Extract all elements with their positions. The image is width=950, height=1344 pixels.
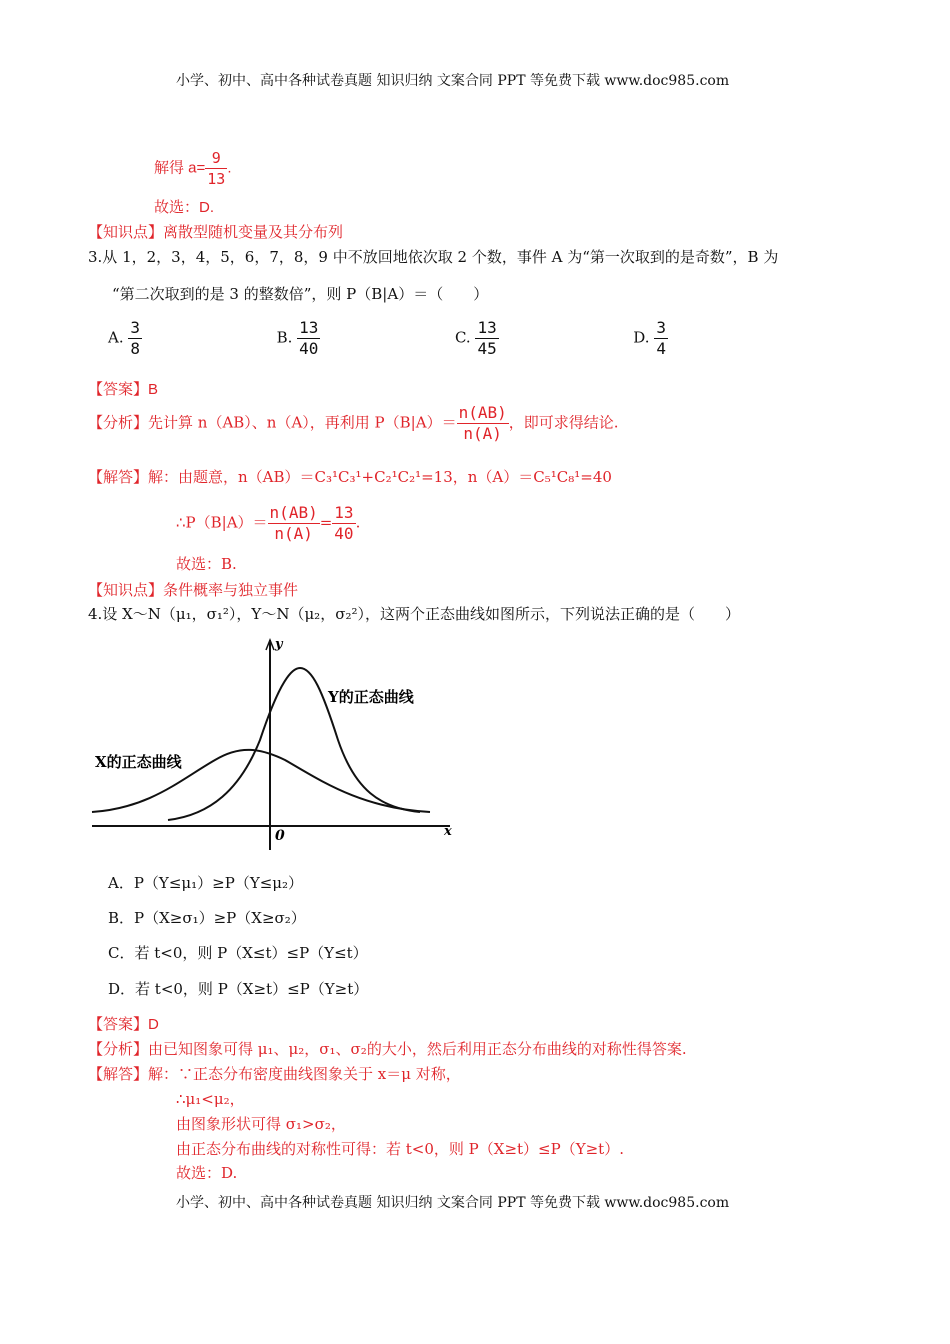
solution-line: 由正态分布曲线的对称性可得：若 t<0，则 P（X≥t）≤P（Y≥t）. (176, 1140, 624, 1158)
num: n(AB) (458, 403, 507, 422)
solution-line: 解：由题意，n（AB）＝C₃¹C₃¹+C₂¹C₂¹=13，n（A）＝C₅¹C₈¹=40 (148, 468, 612, 486)
den: 4 (656, 339, 666, 358)
answer-value: B (148, 381, 159, 398)
x-axis-label: x (444, 824, 452, 839)
q4-stem: 4.设 X～N（μ₁，σ₁²），Y～N（μ₂，σ₂²），这两个正态曲线如图所示，下列说法正确的是（ ） (88, 605, 740, 623)
q4-option-d: D．若 t<0，则 P（X≥t）≤P（Y≥t） (108, 980, 369, 998)
answer-value: D (148, 1016, 159, 1033)
option-label: B. (276, 328, 293, 347)
num: 13 (334, 503, 354, 522)
q3-stem-line2: “第二次取到的是 3 的整数倍”，则 P（B|A）＝（ ） (112, 285, 489, 303)
page-header: 小学、初中、高中各种试卷真题 知识归纳 文案合同 PPT 等免费下载 www.doc985.com (176, 73, 730, 89)
num: 13 (299, 318, 319, 337)
page-footer: 小学、初中、高中各种试卷真题 知识归纳 文案合同 PPT 等免费下载 www.doc985.com (176, 1195, 730, 1211)
num: 13 (477, 318, 497, 337)
den: n(A) (463, 424, 502, 443)
analysis-text: 由已知图象可得 μ₁、μ₂，σ₁、σ₂的大小，然后利用正态分布曲线的对称性得答案. (148, 1040, 687, 1058)
analysis-end: ，即可求得结论. (508, 413, 619, 432)
solution-line: 解：∵正态分布密度曲线图象关于 x＝μ 对称， (148, 1065, 461, 1083)
y-axis-label: y (275, 637, 283, 652)
option-label: D. (633, 328, 650, 347)
den: 40 (299, 339, 319, 358)
a-denominator: 13 (207, 170, 226, 188)
solution-line: ∴μ₁<μ₂， (176, 1090, 245, 1108)
solution-tag: 【解答】 (88, 468, 149, 486)
x-curve-label: X的正态曲线 (95, 753, 182, 771)
num: n(AB) (269, 503, 318, 522)
solve-text: 解得 a= (154, 159, 206, 177)
q2-solve: 解得 a= $\frac{9}{13}$ . (154, 149, 232, 188)
den: 8 (130, 339, 141, 358)
answer-tag: 【答案】 (88, 380, 149, 398)
solution-tag: 【解答】 (88, 1065, 149, 1083)
kp-tag: 【知识点】 (88, 581, 164, 599)
eq: = (319, 513, 333, 532)
analysis-tag: 【分析】 (88, 413, 149, 432)
q4-option-c: C．若 t<0，则 P（X≤t）≤P（Y≤t） (108, 944, 368, 962)
num: 3 (130, 318, 141, 337)
solution-line: 由图象形状可得 σ₁>σ₂， (176, 1115, 346, 1133)
den: 40 (334, 524, 354, 543)
num: 3 (656, 318, 666, 337)
q4-answer (88, 1013, 159, 1034)
q4-option-a: A．P（Y≤μ₁）≥P（Y≤μ₂） (108, 874, 304, 892)
kp-tag: 【知识点】 (88, 223, 164, 241)
q4-solution (88, 1063, 461, 1084)
q3-choose: 故选：B. (176, 555, 237, 573)
end: . (355, 513, 361, 532)
a-numerator: 9 (205, 148, 227, 169)
answer-tag: 【答案】 (88, 1015, 149, 1033)
den: 45 (477, 339, 497, 358)
kp-text: 离散型随机变量及其分布列 (163, 223, 344, 241)
option-label: A. (108, 328, 124, 347)
q4-analysis (88, 1038, 687, 1059)
analysis-tag: 【分析】 (88, 1040, 149, 1058)
y-curve-label: Y的正态曲线 (328, 688, 414, 706)
result-pre: ∴P（B|A）＝ (176, 513, 268, 532)
option-label: C. (454, 328, 471, 347)
den: n(A) (274, 524, 313, 543)
q2-choose: 故选：D. (154, 199, 215, 216)
q4-choose: 故选：D. (176, 1164, 238, 1182)
q4-option-b: B．P（X≥σ₁）≥P（X≥σ₂） (108, 909, 306, 927)
kp-text: 条件概率与独立事件 (163, 581, 299, 599)
analysis-text: 先计算 n（AB）、n（A），再利用 P（B|A）＝ (148, 413, 457, 432)
origin-label: 0 (275, 828, 285, 844)
q3-stem-line1: 3.从 1，2，3，4，5，6，7，8，9 中不放回地依次取 2 个数，事件 A 为“第一次取到的是奇数”，B 为 (88, 248, 779, 266)
